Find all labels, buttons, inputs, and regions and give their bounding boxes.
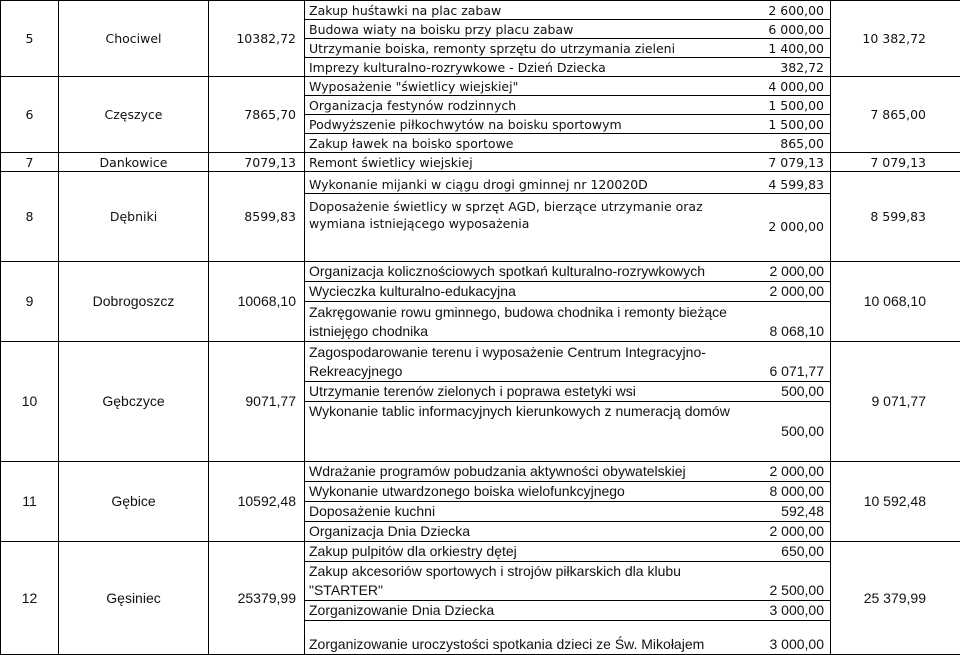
task-value: 1 400,00	[759, 39, 831, 58]
village-amount: 25379,99	[209, 542, 305, 655]
task-name: Wykonanie tablic informacyjnych kierunkowych z numeracją domów	[305, 402, 759, 462]
village-total: 7 865,00	[831, 77, 960, 153]
task-name: Zakup huśtawki na plac zabaw	[305, 1, 759, 20]
task-value: 500,00	[759, 382, 831, 402]
task-value: 592,48	[759, 502, 831, 522]
task-name: Podwyższenie piłkochwytów na boisku sportowym	[305, 115, 759, 134]
task-value: 382,72	[759, 58, 831, 77]
task-name: Doposażenie świetlicy w sprzęt AGD, bierzące utrzymanie oraz wymiana istniejącego wyposażenia	[305, 194, 759, 262]
task-value: 8 068,10	[759, 302, 831, 342]
task-value: 2 000,00	[759, 282, 831, 302]
village-amount: 9071,77	[209, 342, 305, 462]
task-value: 7 079,13	[759, 153, 831, 172]
task-value: 650,00	[759, 542, 831, 562]
task-name: Doposażenie kuchni	[305, 502, 759, 522]
task-value: 6 000,00	[759, 20, 831, 39]
task-name: Imprezy kulturalno-rozrywkowe - Dzień Dziecka	[305, 58, 759, 77]
village-total: 10 382,72	[831, 1, 960, 77]
task-value: 2 500,00	[759, 562, 831, 601]
village-total: 9 071,77	[831, 342, 960, 462]
task-name: Wdrażanie programów pobudzania aktywności obywatelskiej	[305, 462, 759, 482]
village-name: Gębczyce	[59, 342, 209, 462]
village-name: Gęsiniec	[59, 542, 209, 655]
task-value: 1 500,00	[759, 115, 831, 134]
table-row	[1, 462, 960, 482]
village-name: Częszyce	[59, 77, 209, 153]
task-value: 3 000,00	[759, 621, 831, 655]
task-value: 2 000,00	[759, 262, 831, 282]
row-number: 7	[1, 153, 59, 172]
village-name: Dankowice	[59, 153, 209, 172]
village-total: 7 079,13	[831, 153, 960, 172]
task-name: Organizacja festynów rodzinnych	[305, 96, 759, 115]
task-name: Zagospodarowanie terenu i wyposażenie Centrum Integracyjno-Rekreacyjnego	[305, 342, 759, 382]
task-name: Zakręgowanie rowu gminnego, budowa chodnika i remonty bieżące istniejęgo chodnika	[305, 302, 759, 342]
task-name: Zorganizowanie Dnia Dziecka	[305, 601, 759, 621]
task-name: Organizacja kolicznościowych spotkań kulturalno-rozrywkowych	[305, 262, 759, 282]
table-row	[1, 542, 960, 562]
village-amount: 8599,83	[209, 172, 305, 262]
task-name: Utrzymanie terenów zielonych i poprawa estetyki wsi	[305, 382, 759, 402]
table-row	[1, 172, 960, 194]
task-value: 3 000,00	[759, 601, 831, 621]
row-number: 9	[1, 262, 59, 342]
task-value: 1 500,00	[759, 96, 831, 115]
task-value: 500,00	[759, 402, 831, 462]
task-value: 2 000,00	[759, 462, 831, 482]
task-value: 4 000,00	[759, 77, 831, 96]
village-name: Chociwel	[59, 1, 209, 77]
row-number: 12	[1, 542, 59, 655]
task-name: Wykonanie mijanki w ciągu drogi gminnej nr 120020D	[305, 172, 759, 194]
task-name: Zakup ławek na boisko sportowe	[305, 134, 759, 153]
task-name: Zorganizowanie uroczystości spotkania dzieci ze Św. Mikołajem	[305, 621, 759, 655]
village-total: 10 592,48	[831, 462, 960, 542]
table-row	[1, 77, 960, 96]
table-row	[1, 342, 960, 382]
task-value: 4 599,83	[759, 172, 831, 194]
row-number: 10	[1, 342, 59, 462]
task-name: Zakup pulpitów dla orkiestry dętej	[305, 542, 759, 562]
row-number: 6	[1, 77, 59, 153]
village-total: 25 379,99	[831, 542, 960, 655]
row-number: 5	[1, 1, 59, 77]
village-amount: 7079,13	[209, 153, 305, 172]
village-total: 8 599,83	[831, 172, 960, 262]
task-name: Budowa wiaty na boisku przy placu zabaw	[305, 20, 759, 39]
task-name: Remont świetlicy wiejskiej	[305, 153, 759, 172]
task-name: Zakup akcesoriów sportowych i strojów piłkarskich dla klubu "STARTER"	[305, 562, 759, 601]
village-name: Dębniki	[59, 172, 209, 262]
task-value: 8 000,00	[759, 482, 831, 502]
task-name: Wyposażenie "świetlicy wiejskiej"	[305, 77, 759, 96]
table-row	[1, 262, 960, 282]
village-amount: 10068,10	[209, 262, 305, 342]
task-name: Wykonanie utwardzonego boiska wielofunkcyjnego	[305, 482, 759, 502]
village-name: Gębice	[59, 462, 209, 542]
village-amount: 7865,70	[209, 77, 305, 153]
task-value: 2 000,00	[759, 194, 831, 262]
table-row	[1, 1, 960, 20]
task-name: Organizacja Dnia Dziecka	[305, 522, 759, 542]
village-amount: 10382,72	[209, 1, 305, 77]
task-value: 2 600,00	[759, 1, 831, 20]
task-name: Utrzymanie boiska, remonty sprzętu do utrzymania zieleni	[305, 39, 759, 58]
village-amount: 10592,48	[209, 462, 305, 542]
task-value: 865,00	[759, 134, 831, 153]
table-row	[1, 153, 960, 172]
task-value: 2 000,00	[759, 522, 831, 542]
village-name: Dobrogoszcz	[59, 262, 209, 342]
task-name: Wycieczka kulturalno-edukacyjna	[305, 282, 759, 302]
task-value: 6 071,77	[759, 342, 831, 382]
village-total: 10 068,10	[831, 262, 960, 342]
row-number: 11	[1, 462, 59, 542]
row-number: 8	[1, 172, 59, 262]
